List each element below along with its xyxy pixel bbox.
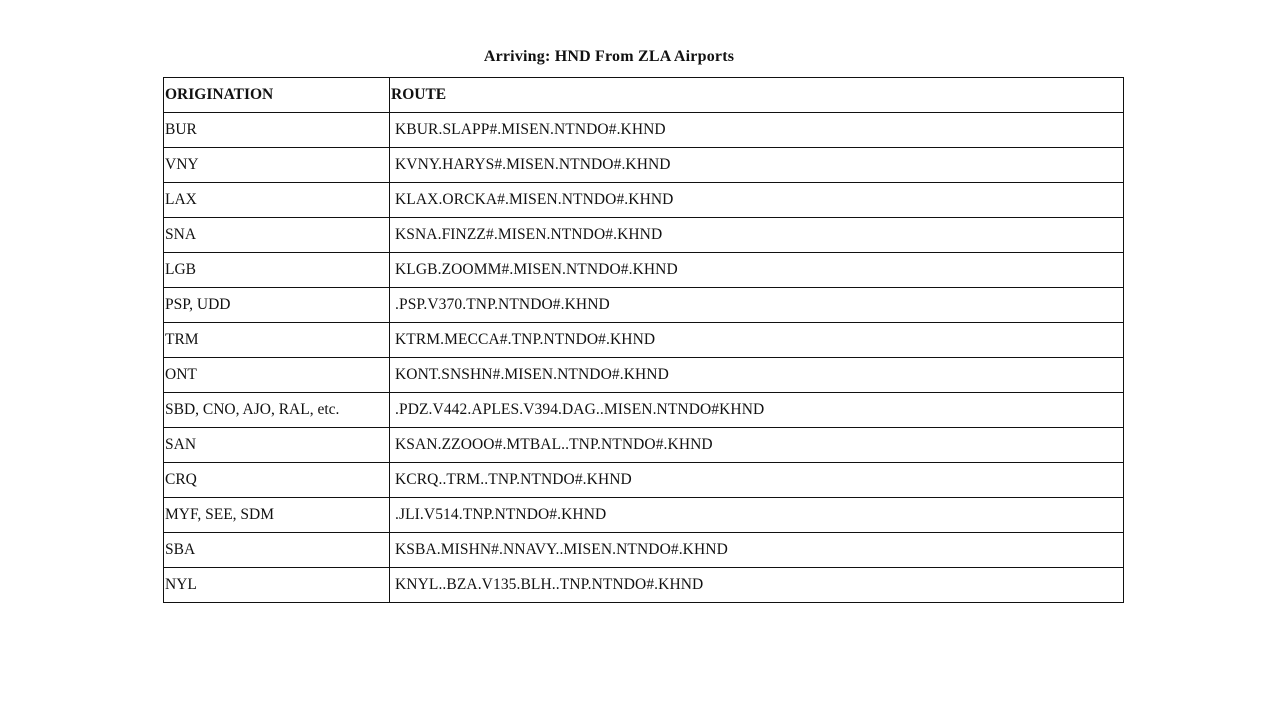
- route-cell: KLAX.ORCKA#.MISEN.NTNDO#.KHND: [390, 183, 1124, 218]
- origination-cell: SAN: [164, 428, 390, 463]
- route-cell: KSBA.MISHN#.NNAVY..MISEN.NTNDO#.KHND: [390, 533, 1124, 568]
- route-cell: KCRQ..TRM..TNP.NTNDO#.KHND: [390, 463, 1124, 498]
- table-row: [164, 253, 1124, 288]
- route-column-header: ROUTE: [390, 78, 1124, 113]
- route-cell: .PDZ.V442.APLES.V394.DAG..MISEN.NTNDO#KHND: [390, 393, 1124, 428]
- table-row: [164, 393, 1124, 428]
- table-row: [164, 323, 1124, 358]
- origination-cell: ONT: [164, 358, 390, 393]
- origination-cell: VNY: [164, 148, 390, 183]
- table-row: [164, 533, 1124, 568]
- origination-cell: TRM: [164, 323, 390, 358]
- route-cell: KTRM.MECCA#.TNP.NTNDO#.KHND: [390, 323, 1124, 358]
- origination-cell: SNA: [164, 218, 390, 253]
- table-row: [164, 358, 1124, 393]
- origination-cell: CRQ: [164, 463, 390, 498]
- origination-cell: NYL: [164, 568, 390, 603]
- table-row: [164, 463, 1124, 498]
- table-header-row: [164, 78, 1124, 113]
- origination-cell: PSP, UDD: [164, 288, 390, 323]
- table-row: [164, 288, 1124, 323]
- origination-cell: SBD, CNO, AJO, RAL, etc.: [164, 393, 390, 428]
- route-cell: .JLI.V514.TNP.NTNDO#.KHND: [390, 498, 1124, 533]
- route-cell: KSAN.ZZOOO#.MTBAL..TNP.NTNDO#.KHND: [390, 428, 1124, 463]
- origination-column-header: ORIGINATION: [164, 78, 390, 113]
- table-row: [164, 428, 1124, 463]
- route-cell: KLGB.ZOOMM#.MISEN.NTNDO#.KHND: [390, 253, 1124, 288]
- route-cell: KSNA.FINZZ#.MISEN.NTNDO#.KHND: [390, 218, 1124, 253]
- route-cell: .PSP.V370.TNP.NTNDO#.KHND: [390, 288, 1124, 323]
- table-row: [164, 218, 1124, 253]
- origination-cell: MYF, SEE, SDM: [164, 498, 390, 533]
- route-cell: KONT.SNSHN#.MISEN.NTNDO#.KHND: [390, 358, 1124, 393]
- document-title: Arriving: HND From ZLA Airports: [483, 48, 735, 65]
- origination-cell: SBA: [164, 533, 390, 568]
- origination-cell: LAX: [164, 183, 390, 218]
- origination-cell: LGB: [164, 253, 390, 288]
- route-cell: KVNY.HARYS#.MISEN.NTNDO#.KHND: [390, 148, 1124, 183]
- routes-table-body: [164, 113, 1124, 603]
- routes-table: [163, 77, 1124, 603]
- route-cell: KBUR.SLAPP#.MISEN.NTNDO#.KHND: [390, 113, 1124, 148]
- table-row: [164, 113, 1124, 148]
- table-row: [164, 183, 1124, 218]
- table-row: [164, 148, 1124, 183]
- origination-cell: BUR: [164, 113, 390, 148]
- table-row: [164, 498, 1124, 533]
- table-row: [164, 568, 1124, 603]
- route-cell: KNYL..BZA.V135.BLH..TNP.NTNDO#.KHND: [390, 568, 1124, 603]
